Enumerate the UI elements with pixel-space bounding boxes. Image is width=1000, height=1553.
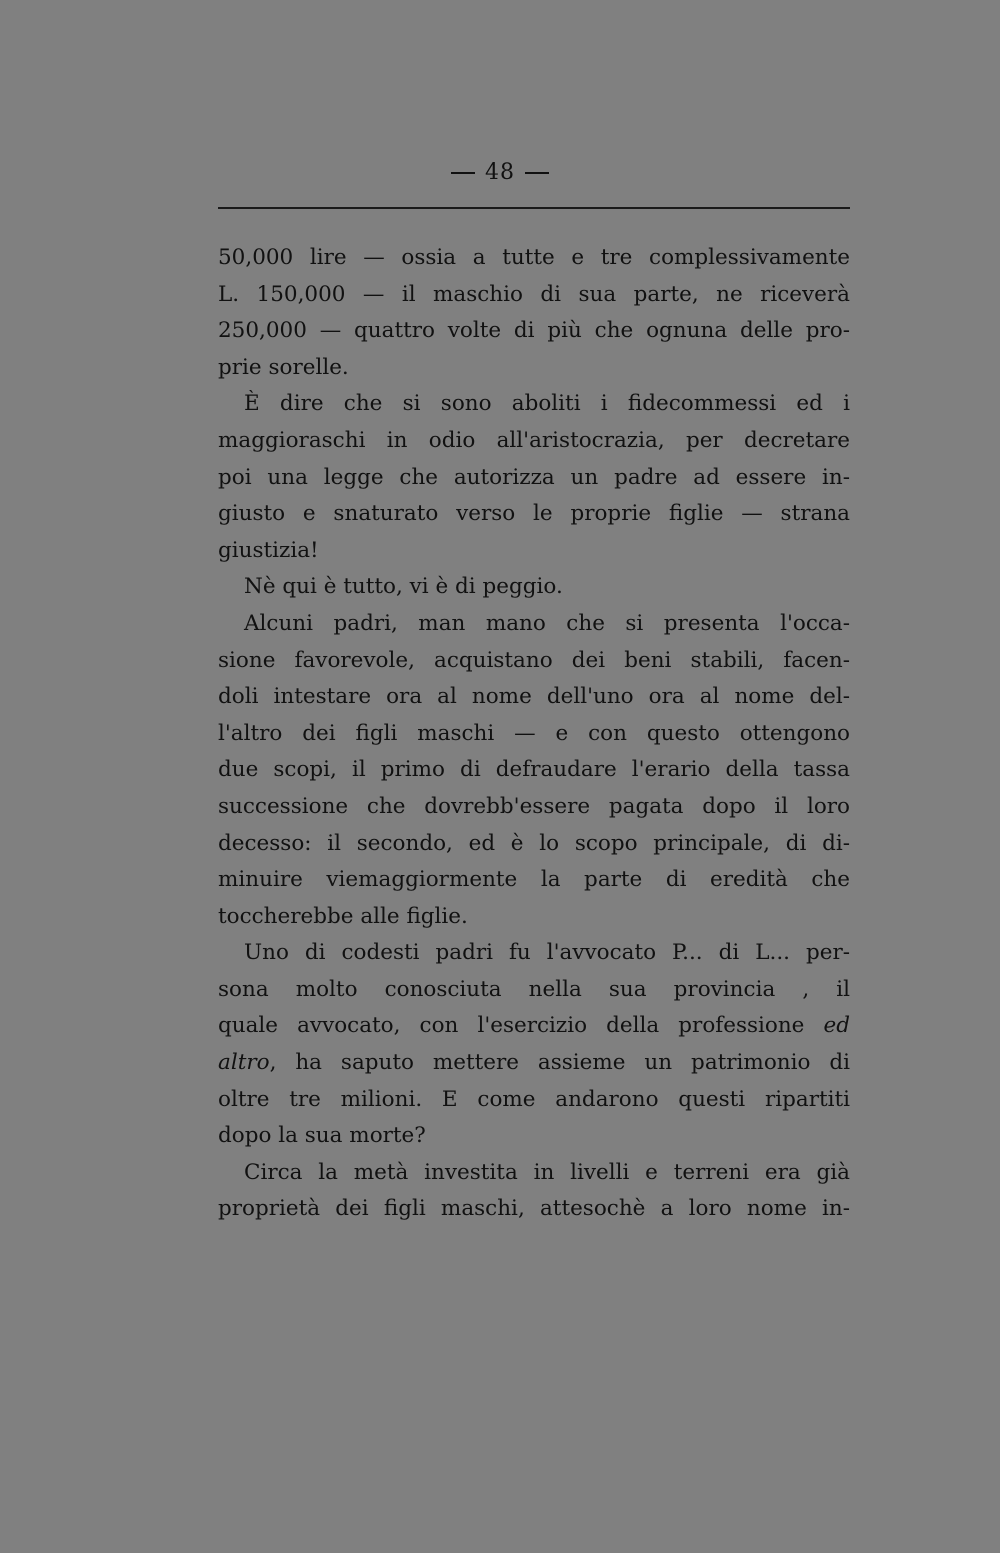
text-line [218, 569, 850, 606]
text-line [218, 1155, 850, 1192]
line-text: sona molto conosciuta nella sua provincia , il [218, 976, 850, 1002]
text-line [218, 496, 850, 533]
line-text: proprietà dei figli maschi, attesochè a loro nome in- [218, 1196, 850, 1222]
text-line [218, 1191, 850, 1228]
line-text: sione favorevole, acquistano dei beni stabili, facen- [218, 647, 850, 673]
line-text: minuire viemaggiormente la parte di eredità che [218, 867, 850, 893]
line-text: poi una legge che autorizza un padre ad essere in- [218, 464, 850, 490]
text-line [218, 313, 850, 350]
line-text: maggioraschi in odio all'aristocrazia, per decretare [218, 427, 850, 453]
italic-word: ed [823, 1013, 850, 1039]
text-line [218, 716, 850, 753]
line-text: quale avvocato, con l'esercizio della professione [218, 1013, 805, 1039]
line-text: prie sorelle. [218, 354, 349, 380]
page-number: 48 [485, 160, 515, 185]
page-header [0, 157, 1000, 189]
header-dash-right [525, 172, 549, 174]
text-line [218, 350, 850, 387]
line-text: , ha saputo mettere assieme un patrimonio di [269, 1050, 850, 1076]
line-text: dopo la sua morte? [218, 1123, 426, 1149]
text-line [218, 533, 850, 570]
line-text: giustizia! [218, 537, 319, 563]
text-line [218, 240, 850, 277]
text-line [218, 277, 850, 314]
text-line [218, 1008, 850, 1045]
line-text: l'altro dei figli maschi — e con questo ottengono [218, 720, 850, 746]
text-line [218, 899, 850, 936]
line-text: giusto e snaturato verso le proprie figlie — strana [218, 501, 850, 527]
line-text: Uno di codesti padri fu l'avvocato P... di L... per- [244, 940, 850, 966]
text-line [218, 752, 850, 789]
text-line [218, 1118, 850, 1155]
text-line [218, 972, 850, 1009]
text-line [218, 1045, 850, 1082]
line-text: oltre tre milioni. E come andarono questi ripartiti [218, 1086, 850, 1112]
text-line [218, 1082, 850, 1119]
line-text: toccherebbe alle figlie. [218, 903, 468, 929]
text-line [218, 643, 850, 680]
line-text: due scopi, il primo di defraudare l'erario della tassa [218, 757, 850, 783]
line-text: 50,000 lire — ossia a tutte e tre complessivamente [218, 245, 850, 270]
text-line [218, 826, 850, 863]
line-text: Nè qui è tutto, vi è di peggio. [244, 574, 563, 600]
text-line [218, 386, 850, 423]
line-text: successione che dovrebb'essere pagata dopo il loro [218, 793, 850, 819]
text-line [218, 460, 850, 497]
line-text: Alcuni padri, man mano che si presenta l'occa- [244, 610, 850, 636]
text-line [218, 423, 850, 460]
body-text [218, 240, 850, 1228]
line-text: 250,000 — quattro volte di più che ognuna delle pro- [218, 318, 850, 344]
line-text: decesso: il secondo, ed è lo scopo principale, di di- [218, 830, 850, 856]
header-rule [218, 207, 850, 209]
line-text: Circa la metà investita in livelli e terreni era già [244, 1159, 850, 1185]
header-dash-left [451, 172, 475, 174]
text-line [218, 862, 850, 899]
line-text: doli intestare ora al nome dell'uno ora al nome del- [218, 684, 850, 710]
text-line [218, 789, 850, 826]
text-line [218, 679, 850, 716]
italic-word: altro [218, 1050, 270, 1076]
line-text: È dire che si sono aboliti i fidecommessi ed i [244, 391, 850, 417]
text-line [218, 935, 850, 972]
text-line [218, 606, 850, 643]
line-text: L. 150,000 — il maschio di sua parte, ne riceverà [218, 281, 850, 307]
